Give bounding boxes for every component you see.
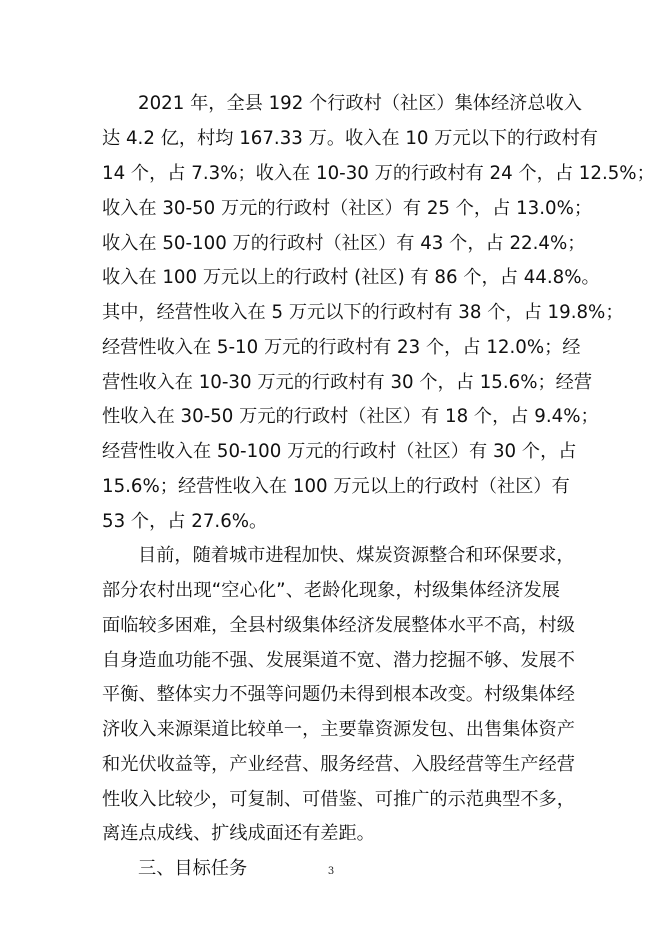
paragraph-line: 收入在 30-50 万元的行政村（社区）有 25 个，占 13.0%； (102, 198, 593, 219)
paragraph-line: 平衡、整体实力不强等问题仍未得到根本改变。村级集体经 (102, 684, 575, 705)
page-number: 3 (327, 866, 335, 877)
paragraph-line: 部分农村出现“空心化”、老龄化现象，村级集体经济发展 (102, 580, 560, 601)
paragraph-line: 面临较多困难，全县村级集体经济发展整体水平不高，村级 (102, 615, 575, 636)
paragraph-line: 和光伏收益等，产业经营、服务经营、入股经营等生产经营 (102, 754, 575, 775)
paragraph-line: 经营性收入在 5-10 万元的行政村有 23 个，占 12.0%；经 (102, 337, 581, 358)
paragraph-line: 达 4.2 亿，村均 167.33 万。收入在 10 万元以下的行政村有 (102, 128, 598, 149)
paragraph-line: 营性收入在 10-30 万元的行政村有 30 个，占 15.6%；经营 (102, 372, 593, 393)
paragraph-line: 自身造血功能不强、发展渠道不宽、潜力挖掘不够、发展不 (102, 650, 575, 671)
paragraph-line: 其中，经营性收入在 5 万元以下的行政村有 38 个，占 19.8%； (102, 302, 624, 323)
paragraph-line: 14 个，占 7.3%；收入在 10-30 万的行政村有 24 个，占 12.5%； (102, 163, 655, 184)
paragraph-line: 目前，随着城市进程加快、煤炭资源整合和环保要求， (138, 545, 575, 566)
paragraph-line: 性收入在 30-50 万元的行政村（社区）有 18 个，占 9.4%； (102, 406, 599, 427)
paragraph-line: 收入在 100 万元以上的行政村 (社区) 有 86 个，占 44.8%。 (102, 267, 600, 288)
paragraph-line: 性收入比较少，可复制、可借鉴、可推广的示范典型不多， (102, 789, 575, 810)
paragraph-line: 经营性收入在 50-100 万元的行政村（社区）有 30 个，占 (102, 441, 577, 462)
paragraph-line: 济收入来源渠道比较单一，主要靠资源发包、出售集体资产 (102, 719, 575, 740)
paragraph-line: 2021 年，全县 192 个行政村（社区）集体经济总收入 (138, 93, 582, 114)
paragraph-line: 收入在 50-100 万的行政村（社区）有 43 个，占 22.4%； (102, 233, 586, 254)
paragraph-line: 15.6%；经营性收入在 100 万元以上的行政村（社区）有 (102, 476, 570, 497)
paragraph-line: 53 个，占 27.6%。 (102, 511, 268, 532)
section-heading: 三、目标任务 (138, 858, 248, 879)
paragraph-line: 离连点成线、扩线成面还有差距。 (102, 823, 375, 844)
